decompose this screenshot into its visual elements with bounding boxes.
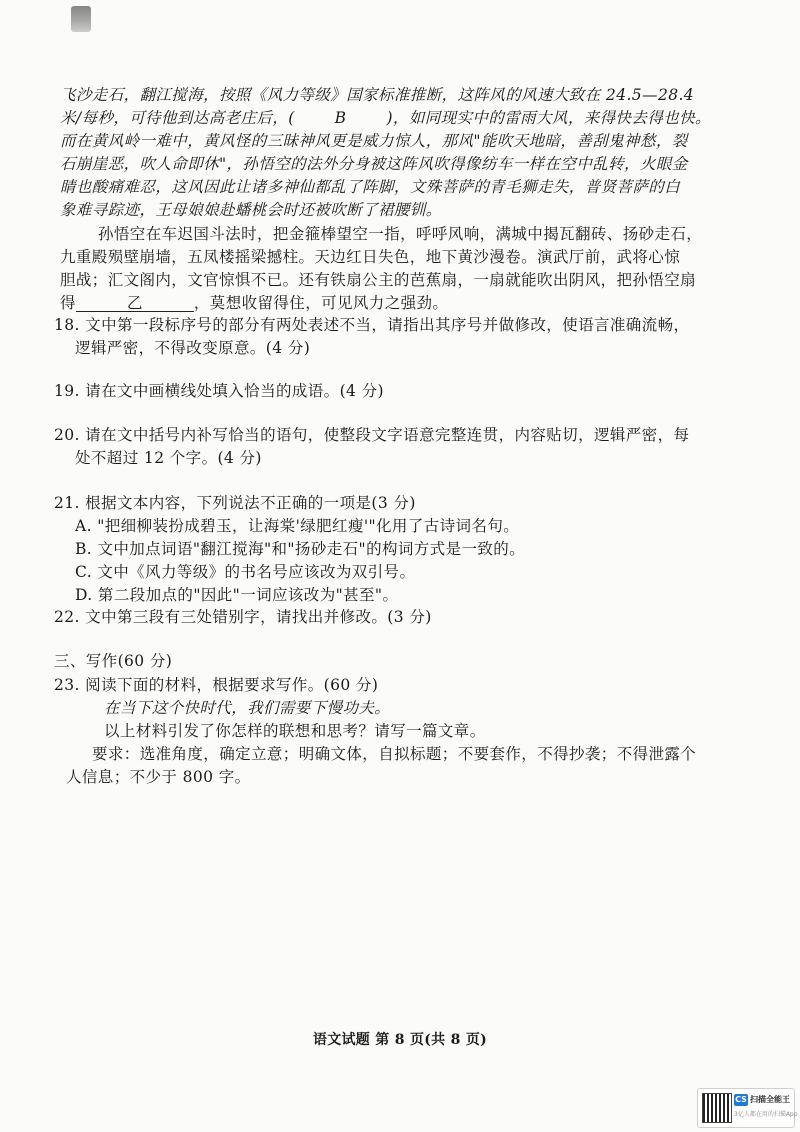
writing-requirements-cont: 人信息；不少于 800 字。 — [66, 768, 251, 786]
option-a: A. "把细柳装扮成碧玉，让海棠'绿肥红瘦'"化用了古诗词名句。 — [75, 517, 520, 535]
passage-line: 胆战；汇文阁内，文官惊惧不已。还有铁扇公主的芭蕉扇，一扇就能吹出阴风，把孙悟空扇 — [60, 271, 697, 289]
passage-line: 石崩崖恶，吹人命即休"，孙悟空的法外分身被这阵风吹得像纺车一样在空中乱转，火眼金 — [60, 155, 688, 173]
question-20-cont: 处不超过 12 个字。(4 分) — [75, 449, 262, 467]
writing-prompt: 以上材料引发了你怎样的联想和思考？请写一篇文章。 — [104, 722, 486, 740]
question-20: 20. 请在文中括号内补写恰当的语句，使整段文字语意完整连贯，内容贴切，逻辑严密，每 — [54, 426, 690, 444]
passage-line: 得 乙 ，莫想收留得住，可见风力之强劲。 — [60, 294, 449, 312]
qr-code-icon — [702, 1093, 732, 1123]
passage-line: 睛也酸痛难忍，这风因此让诸多神仙都乱了阵脚，文殊菩萨的青毛狮走失，普贤菩萨的白 — [60, 178, 681, 196]
passage-line: 孙悟空在车迟国斗法时，把金箍棒望空一指，呼呼风响，满城中揭瓦翻砖、扬砂走石， — [98, 225, 703, 243]
writing-material: 在当下这个快时代，我们需要下慢功夫。 — [104, 699, 391, 717]
passage-line: 而在黄风岭一难中，黄风怪的三昧神风更是威力惊人，那风"能吹天地暗，善刮鬼神愁，裂 — [60, 132, 688, 150]
writing-requirements: 要求：选准角度，确定立意；明确文体，自拟标题；不要套作，不得抄袭；不得泄露个 — [92, 745, 697, 763]
passage-line: 九重殿殒壁崩墙，五凤楼摇梁撼柱。天边红日失色，地下黄沙漫卷。演武厅前，武将心惊 — [60, 248, 681, 266]
section-heading: 三、写作(60 分) — [54, 652, 173, 670]
passage-line: 象难寻踪迹，王母娘娘赴蟠桃会时还被吹断了裙腰钏。 — [60, 201, 442, 219]
question-23: 23. 阅读下面的材料，根据要求写作。(60 分) — [54, 676, 379, 694]
scan-artifact — [71, 6, 91, 32]
option-c: C. 文中《风力等级》的书名号应该改为双引号。 — [75, 563, 416, 581]
scanner-tagline: 3亿人都在用的扫描App — [734, 1111, 798, 1118]
scanner-name: 扫描全能王 — [750, 1095, 790, 1104]
question-18-cont: 逻辑严密，不得改变原意。(4 分) — [75, 339, 311, 357]
option-b: B. 文中加点词语"翻江搅海"和"扬砂走石"的构词方式是一致的。 — [75, 540, 526, 558]
blank-b: B — [334, 109, 347, 127]
question-18: 18. 文中第一段标序号的部分有两处表述不当，请指出其序号并做修改，使语言准确流畅， — [54, 316, 690, 334]
scanner-watermark — [697, 1088, 798, 1128]
question-19: 19. 请在文中画横线处填入恰当的成语。(4 分) — [54, 382, 384, 400]
passage-line: 飞沙走石，翻江搅海，按照《风力等级》国家标准推断，这阵风的风速大致在 24.5—28.4 — [60, 86, 695, 104]
option-d: D. 第二段加点的"因此"一词应该改为"甚至"。 — [75, 586, 399, 604]
blank-yi: 乙 — [76, 293, 194, 312]
scanner-logo-icon: CS — [735, 1095, 747, 1104]
question-21: 21. 根据文本内容，下列说法不正确的一项是(3 分) — [54, 494, 416, 512]
page-footer: 语文试题 第 8 页(共 8 页) — [312, 1032, 488, 1048]
passage-line: 米/每秒，可待他到达高老庄后，( B )，如同现实中的雷雨大风，来得快去得也快。 — [60, 109, 711, 127]
question-22: 22. 文中第三段有三处错别字，请找出并修改。(3 分) — [54, 608, 432, 626]
